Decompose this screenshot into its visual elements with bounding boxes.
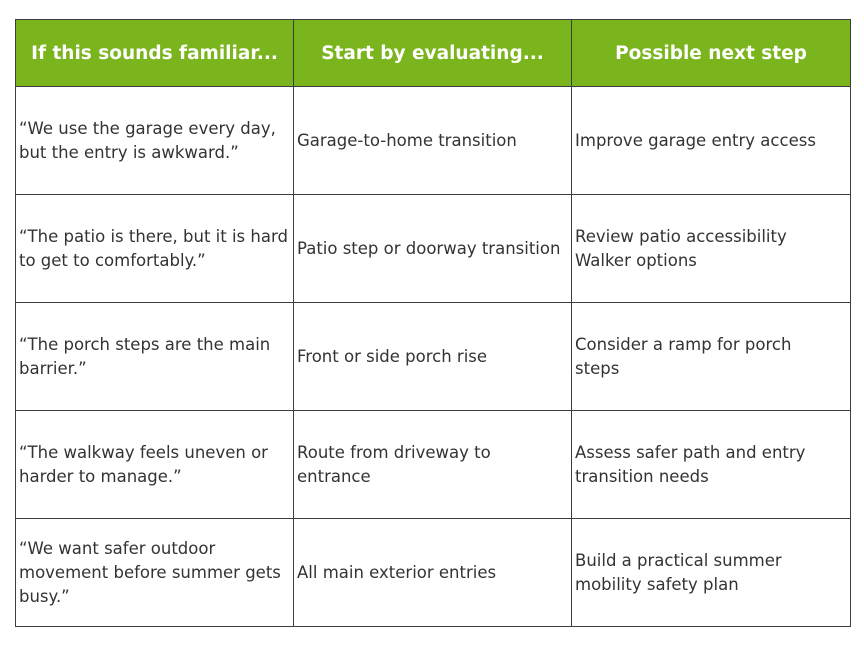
- cell-text-line: but the entry is awkward.”: [19, 142, 239, 162]
- table-row: [16, 87, 851, 195]
- header-next-step: Possible next step: [572, 20, 851, 87]
- cell-evaluate: [294, 195, 572, 303]
- cell-next-step: [572, 519, 851, 627]
- cell-text-line: “The walkway feels uneven or: [19, 442, 268, 462]
- cell-text-line: “The patio is there, but it is hard: [19, 226, 288, 246]
- cell-text-line: “We want safer outdoor: [19, 538, 216, 558]
- cell-text-line: Garage-to-home transition: [297, 130, 517, 150]
- cell-text-line: Build a practical summer: [575, 550, 782, 570]
- cell-next-step: [572, 411, 851, 519]
- cell-evaluate: [294, 87, 572, 195]
- cell-next-step: [572, 303, 851, 411]
- cell-text-line: harder to manage.”: [19, 466, 182, 486]
- cell-text-line: Improve garage entry access: [575, 130, 816, 150]
- header-familiar: If this sounds familiar...: [16, 20, 294, 87]
- cell-text-line: “We use the garage every day,: [19, 118, 276, 138]
- cell-text-line: busy.”: [19, 586, 70, 606]
- cell-text-line: Front or side porch rise: [297, 346, 488, 366]
- cell-evaluate: [294, 411, 572, 519]
- cell-familiar: [16, 195, 294, 303]
- cell-text-line: Patio step or doorway transition: [297, 238, 561, 258]
- cell-text-line: “The porch steps are the main: [19, 334, 271, 354]
- cell-text-line: Walker options: [575, 250, 697, 270]
- cell-text-line: Assess safer path and entry: [575, 442, 806, 462]
- cell-text-line: Route from driveway to: [297, 442, 491, 462]
- cell-evaluate: [294, 303, 572, 411]
- cell-text-line: movement before summer gets: [19, 562, 281, 582]
- cell-familiar: [16, 519, 294, 627]
- cell-text-line: mobility safety plan: [575, 574, 739, 594]
- cell-next-step: [572, 87, 851, 195]
- header-evaluate: Start by evaluating...: [294, 20, 572, 87]
- cell-text-line: Consider a ramp for porch: [575, 334, 792, 354]
- cell-next-step: [572, 195, 851, 303]
- cell-text-line: transition needs: [575, 466, 709, 486]
- cell-familiar: [16, 87, 294, 195]
- cell-text-line: entrance: [297, 466, 371, 486]
- cell-text-line: Review patio accessibility: [575, 226, 787, 246]
- cell-text-line: barrier.”: [19, 358, 87, 378]
- cell-text-line: All main exterior entries: [297, 562, 497, 582]
- table-row: [16, 195, 851, 303]
- cell-familiar: [16, 303, 294, 411]
- table-row: [16, 411, 851, 519]
- header-row: [16, 20, 851, 87]
- table-row: [16, 303, 851, 411]
- cell-evaluate: [294, 519, 572, 627]
- cell-familiar: [16, 411, 294, 519]
- cell-text-line: steps: [575, 358, 620, 378]
- cell-text-line: to get to comfortably.”: [19, 250, 206, 270]
- entry-evaluation-table: [15, 19, 851, 627]
- table-row: [16, 519, 851, 627]
